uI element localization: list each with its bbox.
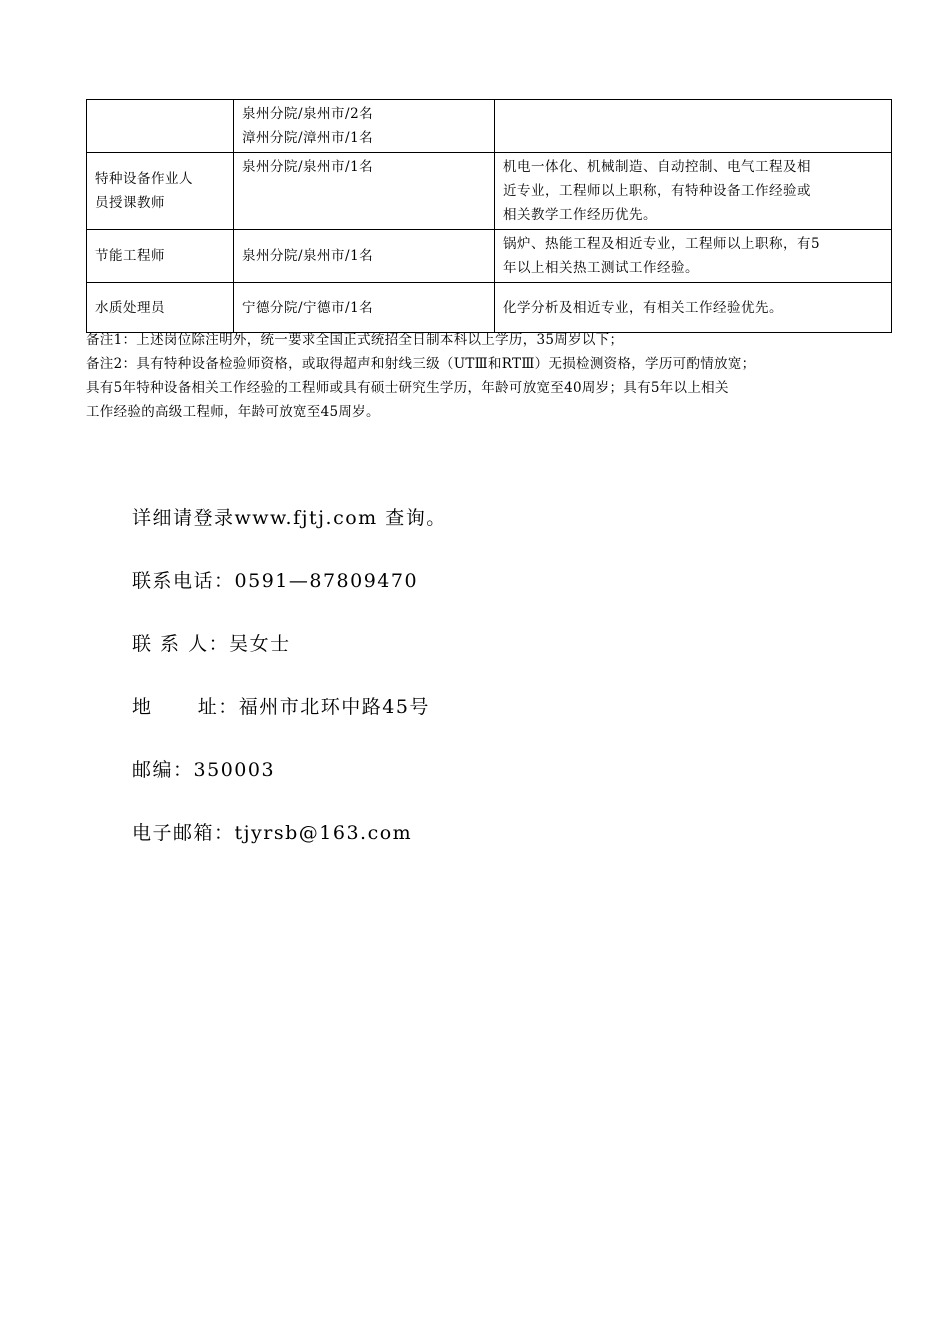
postcode-label: 邮编： [132,759,194,781]
phone-label: 联系电话： [132,570,235,592]
requirements-line: 相关教学工作经历优先。 [503,207,657,223]
requirements-line: 年以上相关热工测试工作经验。 [503,260,699,276]
requirements-cell [495,100,892,153]
table-row [87,230,892,283]
contact-person-value: 吴女士 [229,633,291,655]
phone-value: 0591—87809470 [234,570,419,592]
email-value: tjyrsb@163.com [234,822,413,844]
website-line [132,500,447,563]
position-cell [87,100,234,153]
address-value: 福州市北环中路45号 [238,696,430,718]
location-cell [234,230,495,283]
email-line [132,815,447,878]
website-text: 详细请登录www.fjtj.com 查询。 [132,507,447,529]
location-line: 漳州分院/漳州市/1名 [242,130,374,146]
postcode-value: 350003 [193,759,276,781]
requirements-line: 锅炉、热能工程及相近专业，工程师以上职称，有5 [503,236,821,252]
position-cell [87,230,234,283]
position-line: 员授课教师 [95,195,165,211]
position-line: 水质处理员 [95,299,165,316]
requirements-cell [495,230,892,283]
phone-line [132,563,447,626]
remark-line: 工作经验的高级工程师，年龄可放宽至45周岁。 [86,404,380,420]
location-line: 泉州分院/泉州市/1名 [242,248,374,264]
remarks-block [86,328,896,424]
address-line [132,689,447,752]
contact-info-block [132,500,447,878]
contact-person-label: 联 系 人： [132,633,230,655]
position-cell [87,153,234,230]
location-line: 泉州分院/泉州市/2名 [242,106,374,122]
remark-line: 备注2：具有特种设备检验师资格，或取得超声和射线三级（UTⅢ和RTⅢ）无损检测资格，学历可酌情放宽； [86,356,756,372]
requirements-line: 机电一体化、机械制造、自动控制、电气工程及相 [503,159,811,175]
requirements-line: 化学分析及相近专业，有相关工作经验优先。 [503,299,783,316]
email-label: 电子邮箱： [132,822,235,844]
address-label: 地 址： [132,696,239,718]
location-cell [234,100,495,153]
location-cell [234,153,495,230]
position-line: 节能工程师 [95,248,165,264]
requirements-cell [495,153,892,230]
table-row [87,100,892,153]
location-line: 泉州分院/泉州市/1名 [242,159,374,175]
contact-person-line [132,626,447,689]
position-line: 特种设备作业人 [95,171,193,187]
requirements-cell [495,283,892,333]
requirements-line: 近专业，工程师以上职称，有特种设备工作经验或 [503,183,811,199]
location-line: 宁德分院/宁德市/1名 [242,299,374,316]
table-row [87,153,892,230]
job-positions-table [86,99,892,333]
remark-line: 具有5年特种设备相关工作经验的工程师或具有硕士研究生学历，年龄可放宽至40周岁；具有5年以上相关 [86,380,729,396]
location-cell [234,283,495,333]
table-row [87,283,892,333]
remark-line: 备注1：上述岗位除注明外，统一要求全国正式统招全日制本科以上学历，35周岁以下； [86,332,624,348]
postcode-line [132,752,447,815]
position-cell [87,283,234,333]
